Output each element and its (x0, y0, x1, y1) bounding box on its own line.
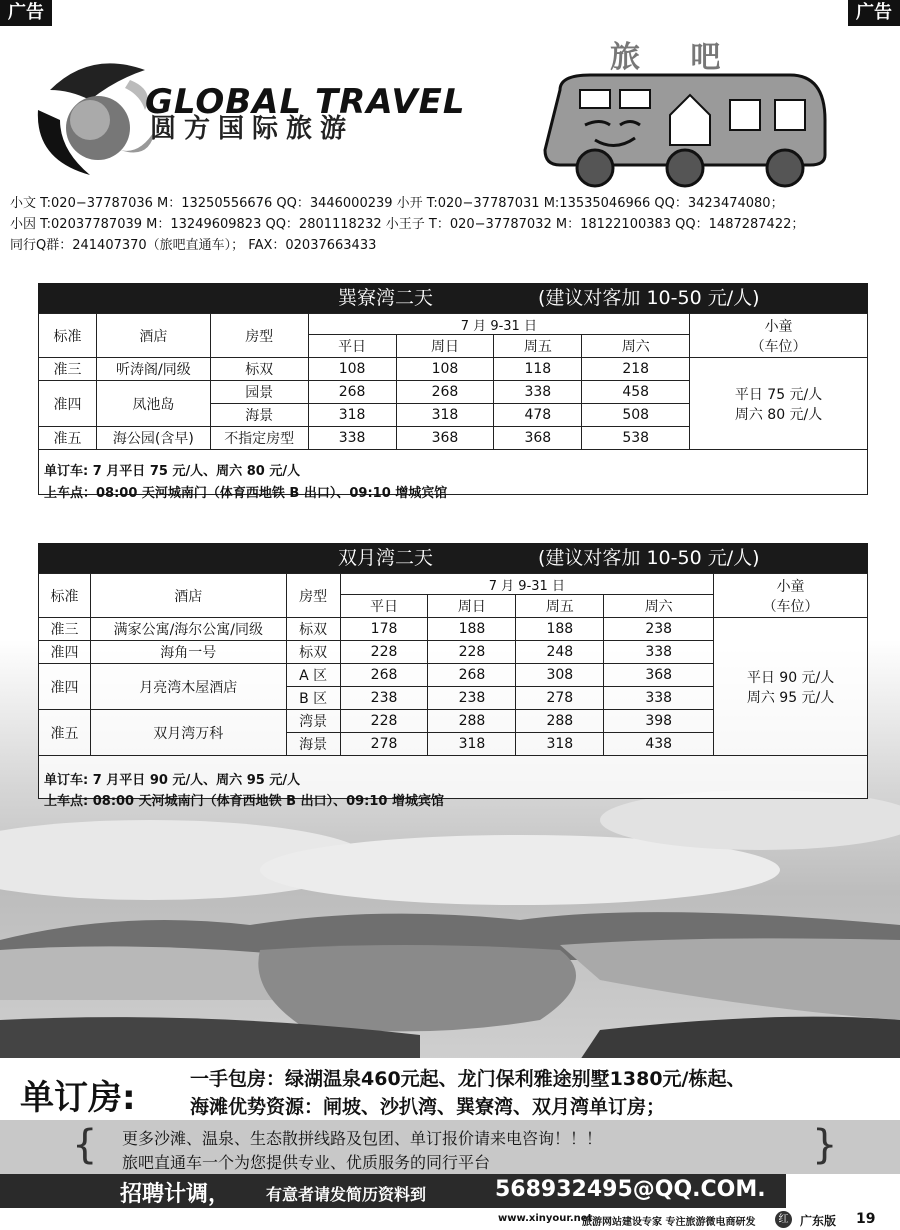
logo-name-en: GLOBAL TRAVEL (145, 82, 466, 122)
table2-row6-price-friday: 318 (516, 733, 604, 756)
contact-line-2: 小因 T:02037787039 M：13249609823 QQ：2801118232 小王子 T：020−37787032 M：18122100383 QQ：1487287422； (10, 217, 805, 232)
table1-row4-room: 不指定房型 (210, 427, 308, 450)
table2-row3-price-saturday: 368 (604, 664, 714, 687)
table2-row6-price-sunday: 318 (428, 733, 516, 756)
table2-row4-price-sunday: 238 (428, 687, 516, 710)
table2-row3-hotel: 月亮湾木屋酒店 (90, 664, 286, 710)
promo-section (0, 1058, 900, 1120)
table-row (39, 618, 868, 641)
table1-row2-price-friday: 338 (494, 381, 582, 404)
table2-row6-price-saturday: 438 (604, 733, 714, 756)
table2-day-weekday: 平日 (340, 595, 428, 618)
promo-line-1: 一手包房：绿湖温泉460元起、龙门保利雅途别墅1380元/栋起、 (190, 1068, 746, 1090)
table1-note-pickup: 上车点：08:00 天河城南门（体育西地铁 B 出口）、09:10 增城宾馆 (44, 486, 448, 501)
table1-day-sunday: 周日 (396, 335, 494, 358)
table1-row1-price-friday: 118 (494, 358, 582, 381)
table2-row6-room: 海景 (286, 733, 340, 756)
table2-row1-std: 准三 (39, 618, 91, 641)
page-number: 19 (856, 1211, 876, 1227)
contact-line-1: 小文 T:020−37787036 M：13250556676 QQ：3446000239 小开 T:020−37787031 M:13535046966 QQ：3423474080； (10, 196, 784, 211)
table1-day-saturday: 周六 (582, 335, 690, 358)
table1-child-price-weekday: 平日 75 元/人 (734, 386, 823, 403)
table2-row2-price-saturday: 338 (604, 641, 714, 664)
page-footer (0, 1210, 900, 1230)
table1-row2-price-weekday: 268 (308, 381, 396, 404)
table2-row3-price-sunday: 268 (428, 664, 516, 687)
brace-right: } (812, 1122, 838, 1168)
table2-header-room: 房型 (286, 574, 340, 618)
table2-row1-price-sunday: 188 (428, 618, 516, 641)
table1-row3-price-weekday: 318 (308, 404, 396, 427)
table2-row3-room: A 区 (286, 664, 340, 687)
table2-header-hotel: 酒店 (90, 574, 286, 618)
table2-row2-room: 标双 (286, 641, 340, 664)
bus-logo-icon (540, 70, 830, 190)
table2-row2-price-friday: 248 (516, 641, 604, 664)
table1-header-room: 房型 (210, 314, 308, 358)
recruit-email: 568932495@QQ.COM. (495, 1177, 766, 1202)
recruit-title: 招聘计调， (120, 1182, 231, 1207)
table2-price-table (38, 573, 868, 799)
table2-row2-std: 准四 (39, 641, 91, 664)
table1-row2-price-sunday: 268 (396, 381, 494, 404)
table2-child-label: 小童 (776, 578, 805, 595)
table2-child-sub: （车位） (762, 598, 819, 615)
ad-label-right: 广告 (848, 0, 900, 26)
table2-child-price (714, 618, 868, 756)
table2-header-std: 标准 (39, 574, 91, 618)
footer-url[interactable]: www.xinyour.net (498, 1213, 593, 1224)
table2-row4-room: B 区 (286, 687, 340, 710)
table1-row2-room: 园景 (210, 381, 308, 404)
table1-note-car: 单订车: 7 月平日 75 元/人、周六 80 元/人 (44, 464, 301, 479)
table2-row1-price-weekday: 178 (340, 618, 428, 641)
table1-day-weekday: 平日 (308, 335, 396, 358)
table1-row1-price-sunday: 108 (396, 358, 494, 381)
table1-title-bar (38, 283, 868, 313)
table2-child-price-saturday: 周六 95 元/人 (746, 689, 835, 706)
table2-day-saturday: 周六 (604, 595, 714, 618)
table2-title-bar (38, 543, 868, 573)
table2-row1-price-saturday: 238 (604, 618, 714, 641)
table2-note-car: 单订车: 7 月平日 90 元/人、周六 95 元/人 (44, 773, 301, 788)
table2-title: 双月湾二天 (338, 547, 434, 569)
table1-row1-price-weekday: 108 (308, 358, 396, 381)
table1-row4-price-sunday: 368 (396, 427, 494, 450)
table1-header-hotel: 酒店 (96, 314, 210, 358)
table1-row2-std: 准四 (39, 381, 97, 427)
table1-row4-price-saturday: 538 (582, 427, 690, 450)
info-line-1: 更多沙滩、温泉、生态散拼线路及包团、单订报价请来电咨询！！！ (122, 1129, 603, 1148)
table1-child-price (690, 358, 868, 450)
recruit-bar (0, 1174, 786, 1208)
table2-row5-price-weekday: 228 (340, 710, 428, 733)
contact-line-3: 同行Q群：241407370（旅吧直通车）； FAX：02037663433 (10, 238, 377, 253)
table1-day-friday: 周五 (494, 335, 582, 358)
table2-row3-std: 准四 (39, 664, 91, 710)
table2-row5-std: 准五 (39, 710, 91, 756)
table2-note-pickup: 上车点: 08:00 天河城南门（体育西地铁 B 出口）、09:10 增城宾馆 (44, 794, 444, 809)
table1-title: 巽寮湾二天 (338, 287, 434, 309)
table2-day-sunday: 周日 (428, 595, 516, 618)
table2-row2-price-weekday: 228 (340, 641, 428, 664)
info-line-2: 旅吧直通车一个为您提供专业、优质服务的同行平台 (122, 1153, 491, 1172)
table1-child-sub: （车位） (750, 338, 807, 355)
table2-row3-price-friday: 308 (516, 664, 604, 687)
table1-row3-price-saturday: 508 (582, 404, 690, 427)
brace-left: { (72, 1122, 98, 1168)
table2-suggest: (建议对客加 10-50 元/人) (538, 547, 760, 569)
table1-row3-room: 海景 (210, 404, 308, 427)
table1-row4-std: 准五 (39, 427, 97, 450)
table2-day-friday: 周五 (516, 595, 604, 618)
table1-row3-price-friday: 478 (494, 404, 582, 427)
table1-row3-price-sunday: 318 (396, 404, 494, 427)
recruit-text: 有意者请发简历资料到 (266, 1185, 427, 1204)
table2-row5-price-friday: 288 (516, 710, 604, 733)
table1-header-std: 标准 (39, 314, 97, 358)
table1-row1-price-saturday: 218 (582, 358, 690, 381)
table1-row1-std: 准三 (39, 358, 97, 381)
table1-row2-hotel: 凤池岛 (96, 381, 210, 427)
table2-row1-room: 标双 (286, 618, 340, 641)
table2-row6-price-weekday: 278 (340, 733, 428, 756)
table2-row2-price-sunday: 228 (428, 641, 516, 664)
table1-row2-price-saturday: 458 (582, 381, 690, 404)
table2-row1-hotel: 满家公寓/海尔公寓/同级 (90, 618, 286, 641)
table2-row4-price-saturday: 338 (604, 687, 714, 710)
table1-child-price-saturday: 周六 80 元/人 (734, 406, 823, 423)
table2-row5-hotel: 双月湾万科 (90, 710, 286, 756)
info-section (0, 1120, 900, 1174)
table2-row4-price-weekday: 238 (340, 687, 428, 710)
table2-row5-price-saturday: 398 (604, 710, 714, 733)
footer-slogan: 旅游网站建设专家 专注旅游微电商研发 (582, 1217, 756, 1228)
global-travel-globe-icon (30, 50, 160, 180)
table1-header-dates: 7 月 9-31 日 (308, 314, 690, 335)
promo-line-2: 海滩优势资源：闸坡、沙扒湾、巽寮湾、双月湾单订房； (190, 1096, 666, 1118)
table2-row1-price-friday: 188 (516, 618, 604, 641)
promo-label: 单订房: (20, 1078, 136, 1118)
table2-row4-price-friday: 278 (516, 687, 604, 710)
bus-logo-text: 旅 吧 (610, 40, 741, 75)
table-row (39, 358, 868, 381)
logo-name-cn: 圆方国际旅游 (150, 114, 355, 144)
table2-header-child (714, 574, 868, 618)
footer-edition: 广东版 (800, 1214, 837, 1228)
table1-child-label: 小童 (764, 318, 793, 335)
table2-row5-room: 湾景 (286, 710, 340, 733)
table1-row1-hotel: 听涛阁/同级 (96, 358, 210, 381)
table2-header-dates: 7 月 9-31 日 (340, 574, 714, 595)
table2-row3-price-weekday: 268 (340, 664, 428, 687)
table1-row4-price-friday: 368 (494, 427, 582, 450)
table2-row5-price-sunday: 288 (428, 710, 516, 733)
table2-row2-hotel: 海角一号 (90, 641, 286, 664)
footer-badge-icon: 红 (775, 1211, 792, 1228)
table1-row4-hotel: 海公园(含早) (96, 427, 210, 450)
table2-child-price-weekday: 平日 90 元/人 (746, 669, 835, 686)
table1-row4-price-weekday: 338 (308, 427, 396, 450)
table1-row1-room: 标双 (210, 358, 308, 381)
table1-suggest: (建议对客加 10-50 元/人) (538, 287, 760, 309)
table1-header-child (690, 314, 868, 358)
ad-label-left: 广告 (0, 0, 52, 26)
